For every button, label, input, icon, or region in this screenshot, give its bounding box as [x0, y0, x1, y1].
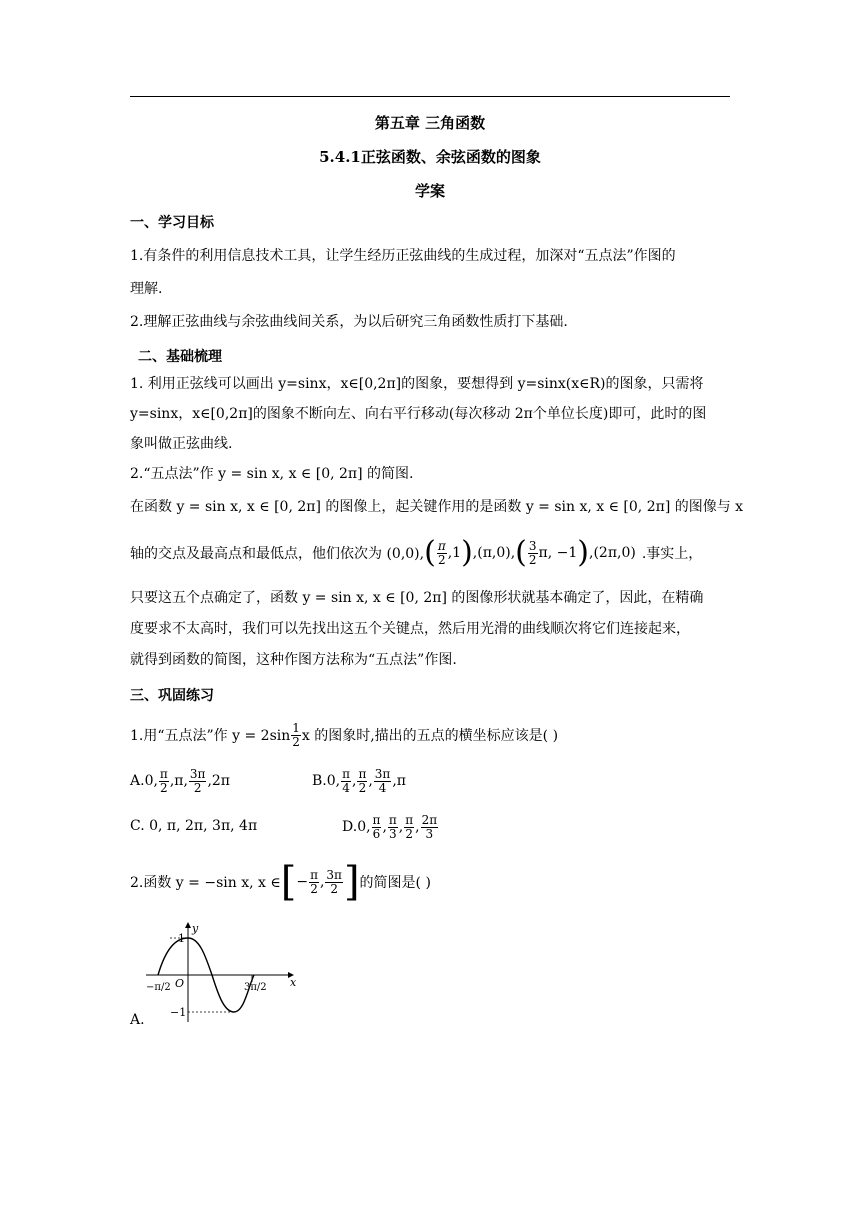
graph-neg-one-label: −1 [170, 1006, 187, 1019]
lesson-title: 5.4.1正弦函数、余弦函数的图象 [319, 148, 541, 166]
header-rule [130, 96, 730, 97]
basics-p3-line1: 在函数 y = sin x, x ∈ [0, 2π] 的图像上，起关键作用的是函数 y = sin x, x ∈ [0, 2π] 的图像与 x [130, 499, 744, 515]
basics-p3-line4: 度要求不太高时，我们可以先找出这五个关键点，然后用光滑的曲线顺次将它们连接起来， [130, 621, 690, 637]
graph-one-label: 1 [178, 932, 185, 945]
q1-option-a[interactable]: A. 0, $\frac{\pi}{2}$ ,π, $\frac{3\pi}{2}$ ,2π [130, 766, 231, 795]
graph-x-label: x [290, 976, 297, 989]
q2-option-a-label[interactable]: A. [130, 1012, 145, 1028]
q1-a-label: A. [130, 773, 145, 789]
graph-y-label: y [192, 922, 199, 935]
section3-title: 三、巩固练习 [130, 688, 214, 704]
option-a-graph[interactable] [140, 918, 300, 1028]
basics-p1-line2: y=sinx，x∈[0,2π]的图象不断向左、向右平行移动(每次移动 2π个单位长度)即可，此时的图 [130, 406, 707, 422]
goal2: 2.理解正弦曲线与余弦曲线间关系，为以后研究三角函数性质打下基础. [130, 314, 568, 330]
goal1-line2: 理解. [130, 281, 163, 297]
q2-stem-start: 2.函数 y = −sin x, x ∈ [130, 875, 281, 891]
section1-title: 一、学习目标 [130, 215, 214, 231]
q1-b-label: B. [312, 773, 327, 789]
key-points-line: 轴的交点及最高点和最低点，他们依次为 (0,0), ( $\frac{\pi}{2}$ ,1 ) ,(π,0), ( $\frac{3}{2}$ π, −1 ) ,(2π,0) .事实上， [130, 535, 703, 570]
question2: 2.函数 y = −sin x, x ∈ [ − $\frac{\pi}{2}$ , $\frac{3\pi}{2}$ ] 的简图是( ) [130, 859, 431, 905]
question1: 1.用“五点法”作 y = 2sin $\frac{1}{2}$ x 的图象时,描出的五点的横坐标应该是( ) [130, 720, 559, 749]
goal1-line1: 1.有条件的利用信息技术工具，让学生经历正弦曲线的生成过程，加深对“五点法”作图的 [130, 248, 676, 264]
q1-option-d[interactable]: D. 0, $\frac{\pi}{6}$ , $\frac{\pi}{3}$ , $\frac{\pi}{2}$ , $\frac{2\pi}{3}$ [342, 812, 438, 841]
graph-left-tick-label: −π/2 [146, 982, 171, 993]
q1-option-c[interactable]: C. 0, π, 2π, 3π, 4π [130, 818, 258, 834]
basics-p1-line3: 象叫做正弦曲线. [130, 436, 233, 452]
chapter-title: 第五章 三角函数 [374, 114, 486, 132]
q1-d-label: D. [342, 819, 358, 835]
doc-subtitle: 学案 [414, 182, 445, 200]
graph-right-tick-label: 3π/2 [244, 982, 267, 993]
basics-p1-line1: 1. 利用正弦线可以画出 y=sinx，x∈[0,2π]的图象，要想得到 y=sinx(x∈R)的图象，只需将 [130, 376, 704, 392]
q1-stem-end: x 的图象时,描出的五点的横坐标应该是( ) [301, 728, 559, 744]
q2-stem-end: 的简图是( ) [359, 875, 431, 891]
basics-p2: 2.“五点法”作 y = sin x, x ∈ [0, 2π] 的简图. [130, 466, 414, 482]
key-points-tail: .事实上， [641, 546, 703, 562]
q1-stem-start: 1.用“五点法”作 y = 2sin [130, 728, 291, 744]
key-points-intro: 轴的交点及最高点和最低点，他们依次为 (0,0), [130, 546, 425, 562]
graph-origin: O [175, 977, 185, 990]
basics-p3-line5: 就得到函数的简图，这种作图方法称为“五点法”作图. [130, 652, 457, 668]
y-axis-arrow [185, 922, 191, 928]
section2-title: 二、基础梳理 [138, 349, 222, 365]
q1-option-b[interactable]: B. 0, $\frac{\pi}{4}$ , $\frac{\pi}{2}$ , $\frac{3\pi}{4}$ ,π [312, 766, 406, 795]
basics-p3-line3: 只要这五个点确定了，函数 y = sin x, x ∈ [0, 2π] 的图像形状就基本确定了，因此，在精确 [130, 590, 704, 606]
